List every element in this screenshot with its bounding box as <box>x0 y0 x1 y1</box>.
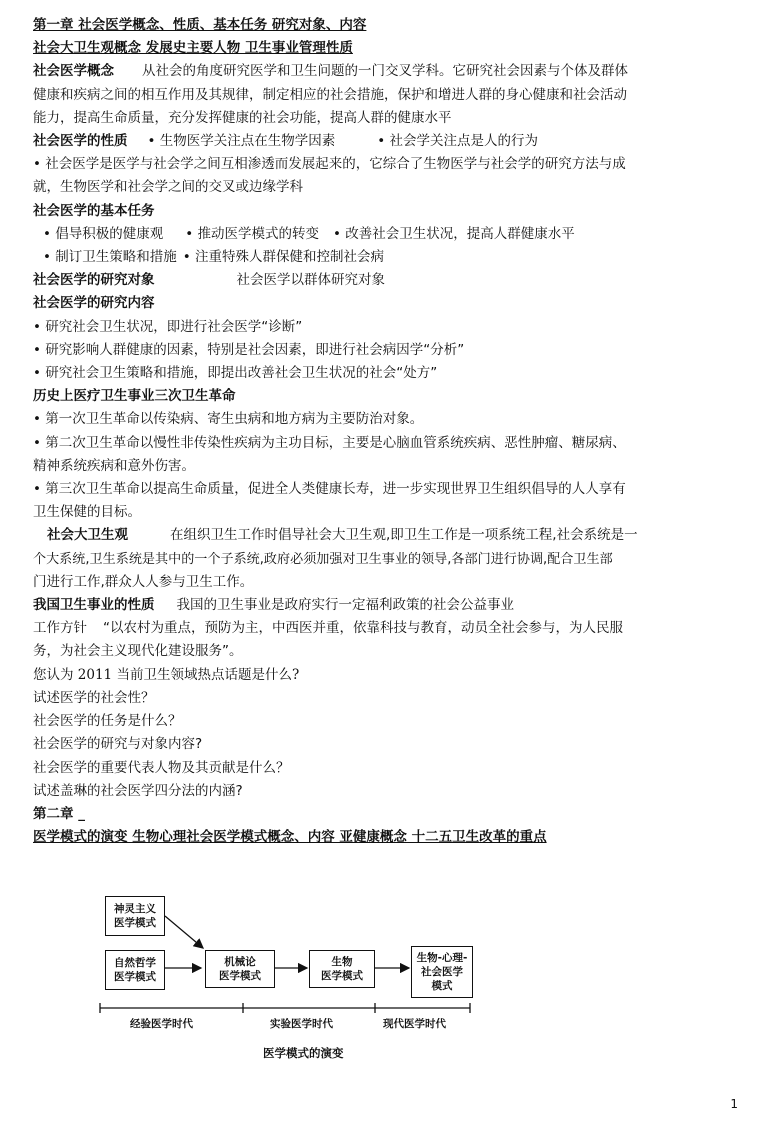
bighealth-label: 社会大卫生观 <box>47 527 128 544</box>
medical-model-diagram <box>95 888 495 1073</box>
concept-line2: 健康和疾病之间的相互作用及其规律，制定相应的社会措施，保护和增进人群的身心健康和社会活动 <box>33 86 627 103</box>
era-experimental: 实验医学时代 <box>270 1018 333 1030</box>
concept-line1: 社会医学概念 从社会的角度研究医学和卫生问题的一门交叉学科。它研究社会因素与个体及群体 <box>33 63 628 80</box>
page-number: 1 <box>730 1097 738 1111</box>
cnnature-label: 我国卫生事业的性质 <box>33 597 155 614</box>
era-modern: 现代医学时代 <box>383 1018 446 1030</box>
revolution-item: • 第三次卫生革命以提高生命质量，促进全人类健康长寿，进一步实现世界卫生组织倡导的人人享有 <box>33 481 626 498</box>
revolution-label: 历史上医疗卫生事业三次卫生革命 <box>33 388 236 405</box>
diagram-caption: 医学模式的演变 <box>263 1046 344 1060</box>
task-item: • 注重特殊人群保健和控制社会病 <box>182 249 385 266</box>
policy-line1: 工作方针 “以农村为重点，预防为主，中西医并重，依靠科技与教育，动员全社会参与，为人民服 <box>33 620 623 637</box>
policy-label: 工作方针 <box>33 620 87 637</box>
bighealth-line2: 个大系统,卫生系统是其中的一个子系统,政府必须加强对卫生事业的领导,各部门进行协调,配合卫生部 <box>33 551 613 567</box>
task-item: • 推动医学模式的转变 <box>185 225 320 242</box>
revolution-item: • 第一次卫生革命以传染病、寄生虫病和地方病为主要防治对象。 <box>33 411 424 428</box>
question-item: 试述医学的社会性？ <box>33 689 155 706</box>
question-item: 社会医学的任务是什么？ <box>33 713 182 730</box>
tasks-row2 <box>33 246 745 269</box>
content-item: • 研究社会卫生状况，即进行社会医学“诊断” <box>33 318 303 335</box>
nature-line2: 就，生物医学和社会学之间的交叉或边缘学科 <box>33 179 303 196</box>
nature-label: 社会医学的性质 <box>33 133 128 150</box>
content-label: 社会医学的研究内容 <box>33 295 155 312</box>
concept-line3: 能力，提高生命质量，充分发挥健康的社会功能，提高人群的健康水平 <box>33 109 452 126</box>
chapter1-heading: 第一章 社会医学概念、性质、基本任务 研究对象、内容 <box>33 17 367 33</box>
box-mechanistic-model: 机械论 医学模式 <box>205 950 275 988</box>
bighealth-line1: 社会大卫生观 在组织卫生工作时倡导社会大卫生观,即卫生工作是一项系统工程,社会系统是一 <box>47 527 638 544</box>
task-item: • 倡导积极的健康观 <box>43 225 164 242</box>
chapter2-heading: 第二章 _ <box>33 805 85 822</box>
arrow-line <box>165 916 203 948</box>
nature-row <box>33 130 745 153</box>
nature-item: • 社会学关注点是人的行为 <box>377 133 539 150</box>
cnnature-row: 我国卫生事业的性质 我国的卫生事业是政府实行一定福利政策的社会公益事业 <box>33 597 514 614</box>
question-item: 试述盖琳的社会医学四分法的内涵? <box>33 782 243 799</box>
object-label: 社会医学的研究对象 <box>33 272 155 289</box>
concept-label: 社会医学概念 <box>33 63 114 80</box>
box-theurgy-model: 神灵主义 医学模式 <box>105 896 165 936</box>
revolution-item-cont: 卫生保健的目标。 <box>33 504 141 521</box>
box-biomedical-model: 生物 医学模式 <box>309 950 375 988</box>
policy-line2: 务，为社会主义现代化建设服务”。 <box>33 643 243 660</box>
task-item: • 制订卫生策略和措施 <box>43 249 177 266</box>
task-item: • 改善社会卫生状况，提高人群健康水平 <box>333 225 575 242</box>
bighealth-line3: 门进行工作,群众人人参与卫生工作。 <box>33 573 254 590</box>
nature-item: • 生物医学关注点在生物学因素 <box>147 133 336 150</box>
nature-line1: • 社会医学是医学与社会学之间互相渗透而发展起来的，它综合了生物医学与社会学的研究方法与成 <box>33 156 626 173</box>
box-biopsychosocial-model: 生物-心理- 社会医学 模式 <box>411 946 473 998</box>
document-page <box>33 14 745 849</box>
tasks-row1 <box>33 223 745 246</box>
chapter1-subheading: 社会大卫生观概念 发展史主要人物 卫生事业管理性质 <box>33 40 353 57</box>
question-item: 您认为 2011 当前卫生领域热点话题是什么? <box>33 666 300 683</box>
chapter2-subheading: 医学模式的演变 生物心理社会医学模式概念、内容 亚健康概念 十二五卫生改革的重点 <box>33 829 547 846</box>
question-item: 社会医学的研究与对象内容? <box>33 736 203 753</box>
tasks-label: 社会医学的基本任务 <box>33 202 155 219</box>
revolution-item: • 第二次卫生革命以慢性非传染性疾病为主功目标，主要是心脑血管系统疾病、恶性肿瘤、糖尿病、 <box>33 434 626 451</box>
content-item: • 研究影响人群健康的因素，特别是社会因素，即进行社会病因学“分析” <box>33 341 465 358</box>
revolution-item-cont: 精神系统疾病和意外伤害。 <box>33 457 195 474</box>
era-empirical: 经验医学时代 <box>130 1018 193 1030</box>
question-item: 社会医学的重要代表人物及其贡献是什么？ <box>33 759 290 776</box>
box-natural-philosophy-model: 自然哲学 医学模式 <box>105 950 165 990</box>
content-item: • 研究社会卫生策略和措施，即提出改善社会卫生状况的社会“处方” <box>33 365 438 382</box>
object-row: 社会医学的研究对象 社会医学以群体研究对象 <box>33 272 385 289</box>
